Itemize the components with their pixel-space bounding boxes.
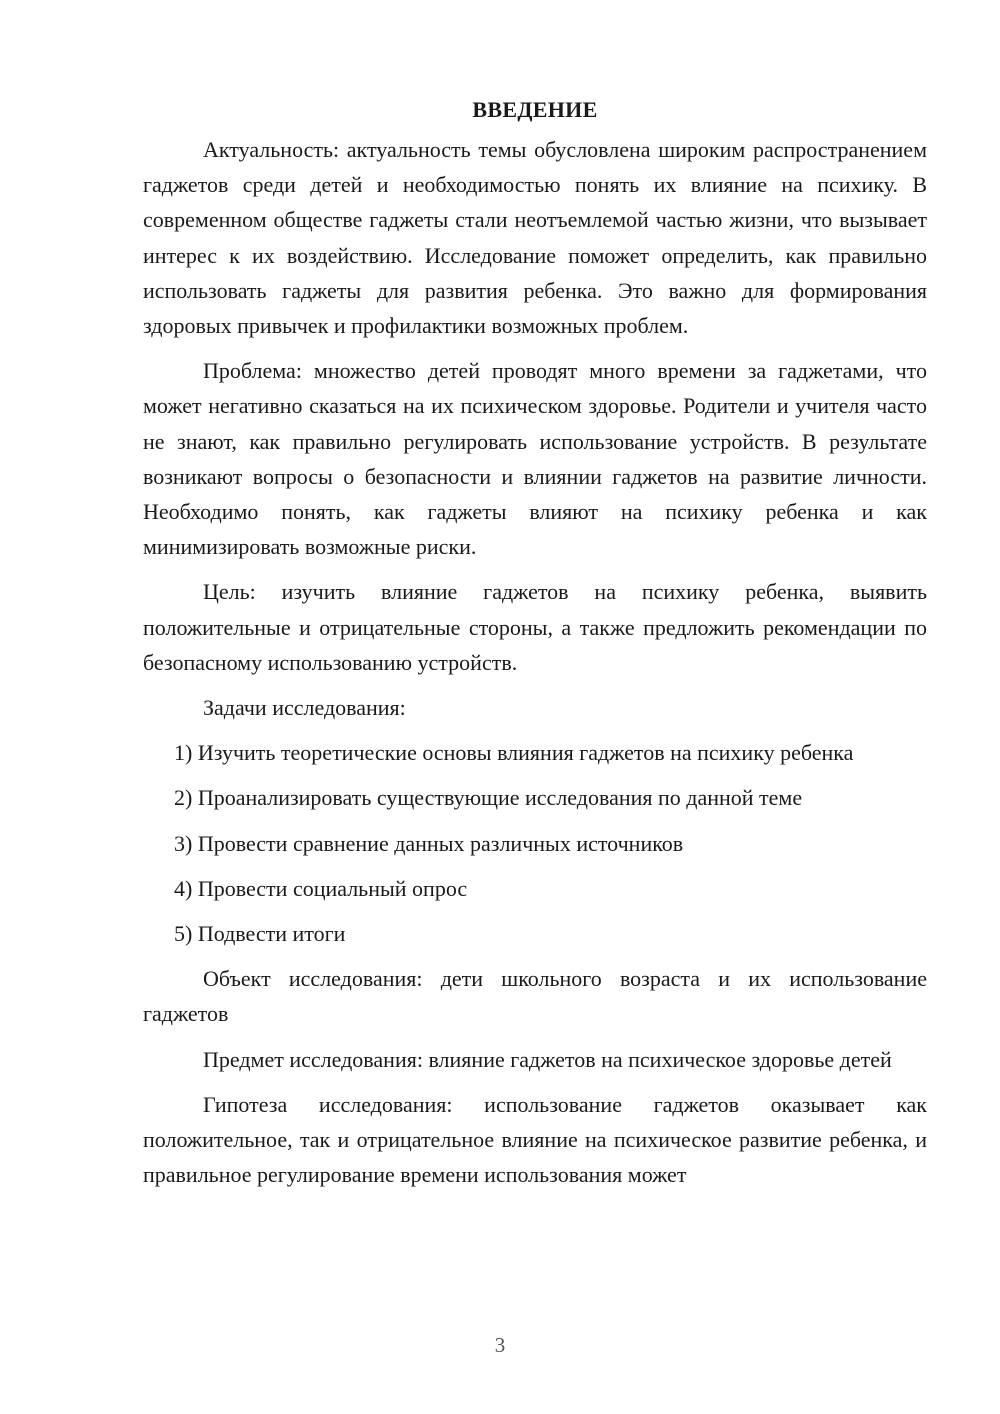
task-item-2: 2) Проанализировать существующие исследования по данной теме <box>174 785 803 811</box>
relevance-paragraph: Актуальность: актуальность темы обусловлена широким распространением гаджетов среди детей и необходимостью понять их влияние на психику. В современном обществе гаджеты стали неотъемлемой частью жизни, что вызывает интерес к их воздействию. Исследование поможет определить, как правильно использовать гаджеты для развития ребенка. Это важно для формирования здоровых привычек и профилактики возможных проблем. <box>143 137 927 339</box>
problem-paragraph: Проблема: множество детей проводят много времени за гаджетами, что может негативно сказаться на их психическом здоровье. Родители и учителя часто не знают, как правильно регулировать использование устройств. В результате возникают вопросы о безопасности и влиянии гаджетов на развитие личности. Необходимо понять, как гаджеты влияют на психику ребенка и как минимизировать возможные риски. <box>143 358 927 560</box>
section-title: ВВЕДЕНИЕ <box>472 97 598 122</box>
task-item-5: 5) Подвести итоги <box>174 921 346 947</box>
goal-paragraph: Цель: изучить влияние гаджетов на психику ребенка, выявить положительные и отрицательные стороны, а также предложить рекомендации по безопасному использованию устройств. <box>143 579 927 675</box>
object-paragraph: Объект исследования: дети школьного возраста и их использование гаджетов <box>143 966 927 1027</box>
document-page <box>143 92 927 1202</box>
tasks-list <box>143 735 927 951</box>
page-number: 3 <box>494 1333 506 1357</box>
hypothesis-paragraph: Гипотеза исследования: использование гаджетов оказывает как положительное, так и отрицательное влияние на психическое развитие ребенка, и правильное регулирование времени использования может <box>143 1091 927 1188</box>
tasks-heading: Задачи исследования: <box>203 695 406 721</box>
subject-paragraph: Предмет исследования: влияние гаджетов на психическое здоровье детей <box>203 1046 892 1072</box>
task-item-4: 4) Провести социальный опрос <box>174 875 468 901</box>
task-item-3: 3) Провести сравнение данных различных источников <box>174 830 684 856</box>
task-item-1: 1) Изучить теоретические основы влияния гаджетов на психику ребенка <box>174 740 854 766</box>
